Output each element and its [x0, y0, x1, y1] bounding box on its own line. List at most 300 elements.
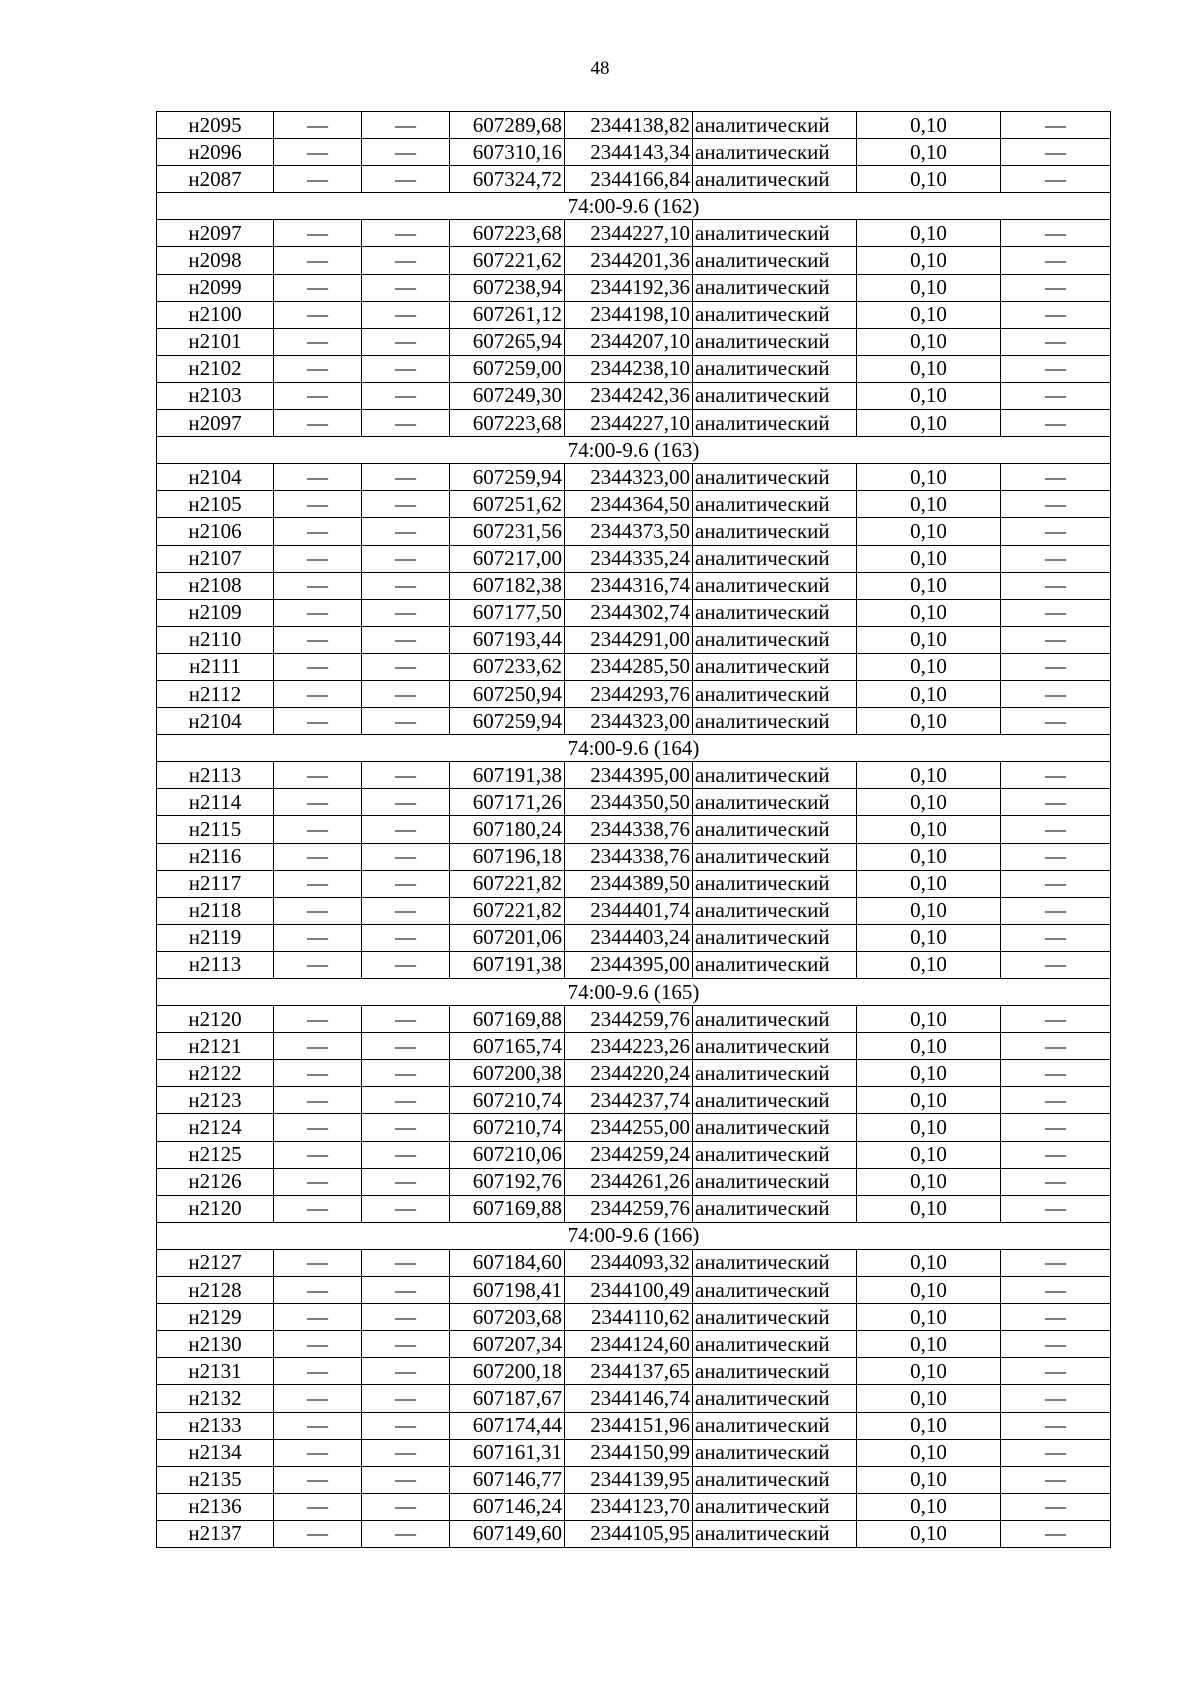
dash-cell: —	[362, 274, 450, 301]
method-cell: аналитический	[693, 1412, 857, 1439]
x-coordinate-cell: 607251,62	[450, 491, 565, 518]
dash-cell: —	[1001, 545, 1111, 572]
table-row	[157, 1493, 1111, 1520]
method-cell: аналитический	[693, 1141, 857, 1168]
x-coordinate-cell: 607217,00	[450, 545, 565, 572]
method-cell: аналитический	[693, 708, 857, 735]
x-coordinate-cell: 607223,68	[450, 410, 565, 437]
dash-cell: —	[362, 897, 450, 924]
accuracy-cell: 0,10	[857, 599, 1001, 626]
x-coordinate-cell: 607201,06	[450, 924, 565, 951]
x-coordinate-cell: 607198,41	[450, 1277, 565, 1304]
dash-cell: —	[362, 1114, 450, 1141]
table-row	[157, 1006, 1111, 1033]
x-coordinate-cell: 607171,26	[450, 789, 565, 816]
point-cell: н2134	[157, 1439, 274, 1466]
dash-cell: —	[274, 1358, 362, 1385]
y-coordinate-cell: 2344291,00	[565, 626, 693, 653]
accuracy-cell: 0,10	[857, 924, 1001, 951]
dash-cell: —	[362, 1006, 450, 1033]
x-coordinate-cell: 607221,82	[450, 870, 565, 897]
dash-cell: —	[1001, 1439, 1111, 1466]
x-coordinate-cell: 607146,77	[450, 1466, 565, 1493]
x-coordinate-cell: 607187,67	[450, 1385, 565, 1412]
method-cell: аналитический	[693, 139, 857, 166]
point-cell: н2125	[157, 1141, 274, 1168]
accuracy-cell: 0,10	[857, 464, 1001, 491]
dash-cell: —	[362, 1277, 450, 1304]
table-row	[157, 1520, 1111, 1547]
method-cell: аналитический	[693, 870, 857, 897]
dash-cell: —	[274, 220, 362, 247]
accuracy-cell: 0,10	[857, 1195, 1001, 1222]
method-cell: аналитический	[693, 626, 857, 653]
dash-cell: —	[362, 1385, 450, 1412]
table-row	[157, 112, 1111, 139]
dash-cell: —	[1001, 382, 1111, 409]
y-coordinate-cell: 2344207,10	[565, 328, 693, 355]
dash-cell: —	[362, 653, 450, 680]
point-cell: н2110	[157, 626, 274, 653]
y-coordinate-cell: 2344302,74	[565, 599, 693, 626]
dash-cell: —	[362, 410, 450, 437]
dash-cell: —	[1001, 708, 1111, 735]
method-cell: аналитический	[693, 1520, 857, 1547]
dash-cell: —	[1001, 491, 1111, 518]
x-coordinate-cell: 607203,68	[450, 1304, 565, 1331]
x-coordinate-cell: 607182,38	[450, 572, 565, 599]
dash-cell: —	[1001, 789, 1111, 816]
x-coordinate-cell: 607250,94	[450, 680, 565, 707]
table-row	[157, 1277, 1111, 1304]
method-cell: аналитический	[693, 491, 857, 518]
point-cell: н2111	[157, 653, 274, 680]
method-cell: аналитический	[693, 1331, 857, 1358]
accuracy-cell: 0,10	[857, 545, 1001, 572]
dash-cell: —	[274, 518, 362, 545]
y-coordinate-cell: 2344227,10	[565, 220, 693, 247]
x-coordinate-cell: 607221,62	[450, 247, 565, 274]
x-coordinate-cell: 607196,18	[450, 843, 565, 870]
y-coordinate-cell: 2344093,32	[565, 1249, 693, 1276]
y-coordinate-cell: 2344198,10	[565, 301, 693, 328]
parcel-group-label: 74:00-9.6 (162)	[157, 193, 1111, 220]
accuracy-cell: 0,10	[857, 139, 1001, 166]
table-row	[157, 1141, 1111, 1168]
point-cell: н2130	[157, 1331, 274, 1358]
point-cell: н2117	[157, 870, 274, 897]
table-row	[157, 1466, 1111, 1493]
point-cell: н2097	[157, 220, 274, 247]
table-row	[157, 708, 1111, 735]
dash-cell: —	[362, 870, 450, 897]
point-cell: н2097	[157, 410, 274, 437]
dash-cell: —	[362, 1493, 450, 1520]
accuracy-cell: 0,10	[857, 1168, 1001, 1195]
method-cell: аналитический	[693, 1087, 857, 1114]
point-cell: н2116	[157, 843, 274, 870]
y-coordinate-cell: 2344139,95	[565, 1466, 693, 1493]
table-row	[157, 680, 1111, 707]
x-coordinate-cell: 607233,62	[450, 653, 565, 680]
point-cell: н2135	[157, 1466, 274, 1493]
method-cell: аналитический	[693, 951, 857, 978]
dash-cell: —	[274, 680, 362, 707]
dash-cell: —	[274, 247, 362, 274]
accuracy-cell: 0,10	[857, 1385, 1001, 1412]
y-coordinate-cell: 2344373,50	[565, 518, 693, 545]
dash-cell: —	[362, 1141, 450, 1168]
accuracy-cell: 0,10	[857, 653, 1001, 680]
dash-cell: —	[274, 1195, 362, 1222]
dash-cell: —	[1001, 599, 1111, 626]
parcel-group-row	[157, 979, 1111, 1006]
x-coordinate-cell: 607249,30	[450, 382, 565, 409]
table-row	[157, 870, 1111, 897]
y-coordinate-cell: 2344293,76	[565, 680, 693, 707]
method-cell: аналитический	[693, 1493, 857, 1520]
point-cell: н2108	[157, 572, 274, 599]
point-cell: н2121	[157, 1033, 274, 1060]
dash-cell: —	[1001, 1412, 1111, 1439]
accuracy-cell: 0,10	[857, 680, 1001, 707]
accuracy-cell: 0,10	[857, 762, 1001, 789]
method-cell: аналитический	[693, 1358, 857, 1385]
table-row	[157, 1304, 1111, 1331]
y-coordinate-cell: 2344143,34	[565, 139, 693, 166]
y-coordinate-cell: 2344150,99	[565, 1439, 693, 1466]
dash-cell: —	[274, 139, 362, 166]
accuracy-cell: 0,10	[857, 491, 1001, 518]
y-coordinate-cell: 2344201,36	[565, 247, 693, 274]
dash-cell: —	[1001, 112, 1111, 139]
point-cell: н2123	[157, 1087, 274, 1114]
dash-cell: —	[274, 1033, 362, 1060]
point-cell: н2137	[157, 1520, 274, 1547]
y-coordinate-cell: 2344242,36	[565, 382, 693, 409]
y-coordinate-cell: 2344123,70	[565, 1493, 693, 1520]
method-cell: аналитический	[693, 545, 857, 572]
dash-cell: —	[1001, 220, 1111, 247]
method-cell: аналитический	[693, 382, 857, 409]
table-row	[157, 220, 1111, 247]
table-row	[157, 464, 1111, 491]
dash-cell: —	[362, 626, 450, 653]
accuracy-cell: 0,10	[857, 1249, 1001, 1276]
dash-cell: —	[1001, 680, 1111, 707]
x-coordinate-cell: 607265,94	[450, 328, 565, 355]
accuracy-cell: 0,10	[857, 301, 1001, 328]
dash-cell: —	[1001, 1141, 1111, 1168]
dash-cell: —	[274, 626, 362, 653]
dash-cell: —	[362, 518, 450, 545]
method-cell: аналитический	[693, 301, 857, 328]
dash-cell: —	[274, 870, 362, 897]
table-row	[157, 1087, 1111, 1114]
dash-cell: —	[362, 1520, 450, 1547]
dash-cell: —	[1001, 1087, 1111, 1114]
accuracy-cell: 0,10	[857, 220, 1001, 247]
x-coordinate-cell: 607324,72	[450, 166, 565, 193]
table-row	[157, 924, 1111, 951]
parcel-group-row	[157, 735, 1111, 762]
table-row	[157, 1033, 1111, 1060]
dash-cell: —	[1001, 653, 1111, 680]
dash-cell: —	[274, 572, 362, 599]
x-coordinate-cell: 607210,06	[450, 1141, 565, 1168]
dash-cell: —	[274, 924, 362, 951]
method-cell: аналитический	[693, 464, 857, 491]
y-coordinate-cell: 2344237,74	[565, 1087, 693, 1114]
dash-cell: —	[1001, 1385, 1111, 1412]
x-coordinate-cell: 607210,74	[450, 1114, 565, 1141]
accuracy-cell: 0,10	[857, 1006, 1001, 1033]
method-cell: аналитический	[693, 410, 857, 437]
point-cell: н2087	[157, 166, 274, 193]
table-row	[157, 1358, 1111, 1385]
method-cell: аналитический	[693, 1168, 857, 1195]
table-row	[157, 518, 1111, 545]
dash-cell: —	[274, 328, 362, 355]
dash-cell: —	[274, 1249, 362, 1276]
parcel-group-row	[157, 1222, 1111, 1249]
dash-cell: —	[362, 572, 450, 599]
accuracy-cell: 0,10	[857, 1087, 1001, 1114]
dash-cell: —	[274, 1331, 362, 1358]
x-coordinate-cell: 607174,44	[450, 1412, 565, 1439]
dash-cell: —	[274, 599, 362, 626]
x-coordinate-cell: 607193,44	[450, 626, 565, 653]
dash-cell: —	[274, 464, 362, 491]
dash-cell: —	[1001, 626, 1111, 653]
point-cell: н2103	[157, 382, 274, 409]
table-row	[157, 410, 1111, 437]
method-cell: аналитический	[693, 599, 857, 626]
table-row	[157, 166, 1111, 193]
accuracy-cell: 0,10	[857, 1358, 1001, 1385]
method-cell: аналитический	[693, 924, 857, 951]
dash-cell: —	[1001, 762, 1111, 789]
table-row	[157, 1412, 1111, 1439]
method-cell: аналитический	[693, 1033, 857, 1060]
method-cell: аналитический	[693, 572, 857, 599]
dash-cell: —	[274, 1114, 362, 1141]
table-row	[157, 653, 1111, 680]
dash-cell: —	[362, 464, 450, 491]
dash-cell: —	[274, 951, 362, 978]
point-cell: н2124	[157, 1114, 274, 1141]
dash-cell: —	[1001, 870, 1111, 897]
method-cell: аналитический	[693, 816, 857, 843]
dash-cell: —	[274, 1412, 362, 1439]
method-cell: аналитический	[693, 1466, 857, 1493]
coordinates-table-body	[157, 112, 1111, 1548]
y-coordinate-cell: 2344389,50	[565, 870, 693, 897]
dash-cell: —	[274, 112, 362, 139]
table-row	[157, 491, 1111, 518]
parcel-group-label: 74:00-9.6 (164)	[157, 735, 1111, 762]
y-coordinate-cell: 2344137,65	[565, 1358, 693, 1385]
table-row	[157, 1195, 1111, 1222]
method-cell: аналитический	[693, 843, 857, 870]
y-coordinate-cell: 2344255,00	[565, 1114, 693, 1141]
x-coordinate-cell: 607191,38	[450, 951, 565, 978]
dash-cell: —	[274, 491, 362, 518]
dash-cell: —	[274, 1304, 362, 1331]
dash-cell: —	[362, 1439, 450, 1466]
point-cell: н2120	[157, 1195, 274, 1222]
x-coordinate-cell: 607169,88	[450, 1006, 565, 1033]
point-cell: н2128	[157, 1277, 274, 1304]
dash-cell: —	[274, 166, 362, 193]
coordinates-table	[156, 111, 1111, 1548]
dash-cell: —	[362, 708, 450, 735]
dash-cell: —	[274, 789, 362, 816]
dash-cell: —	[274, 274, 362, 301]
dash-cell: —	[1001, 1277, 1111, 1304]
dash-cell: —	[362, 382, 450, 409]
y-coordinate-cell: 2344323,00	[565, 464, 693, 491]
dash-cell: —	[1001, 1493, 1111, 1520]
x-coordinate-cell: 607177,50	[450, 599, 565, 626]
table-row	[157, 843, 1111, 870]
y-coordinate-cell: 2344192,36	[565, 274, 693, 301]
page-number: 48	[590, 58, 610, 79]
dash-cell: —	[362, 1033, 450, 1060]
method-cell: аналитический	[693, 1114, 857, 1141]
dash-cell: —	[274, 410, 362, 437]
dash-cell: —	[274, 1141, 362, 1168]
table-row	[157, 1060, 1111, 1087]
accuracy-cell: 0,10	[857, 112, 1001, 139]
table-row	[157, 382, 1111, 409]
table-row	[157, 572, 1111, 599]
y-coordinate-cell: 2344364,50	[565, 491, 693, 518]
dash-cell: —	[362, 1466, 450, 1493]
table-row	[157, 545, 1111, 572]
dash-cell: —	[274, 1439, 362, 1466]
method-cell: аналитический	[693, 112, 857, 139]
dash-cell: —	[274, 1520, 362, 1547]
dash-cell: —	[274, 1466, 362, 1493]
parcel-group-row	[157, 437, 1111, 464]
dash-cell: —	[362, 1195, 450, 1222]
y-coordinate-cell: 2344403,24	[565, 924, 693, 951]
table-row	[157, 1331, 1111, 1358]
accuracy-cell: 0,10	[857, 870, 1001, 897]
dash-cell: —	[362, 1304, 450, 1331]
y-coordinate-cell: 2344110,62	[565, 1304, 693, 1331]
dash-cell: —	[1001, 247, 1111, 274]
point-cell: н2112	[157, 680, 274, 707]
method-cell: аналитический	[693, 518, 857, 545]
dash-cell: —	[1001, 1195, 1111, 1222]
dash-cell: —	[1001, 301, 1111, 328]
dash-cell: —	[1001, 1168, 1111, 1195]
method-cell: аналитический	[693, 220, 857, 247]
point-cell: н2129	[157, 1304, 274, 1331]
method-cell: аналитический	[693, 1060, 857, 1087]
parcel-group-label: 74:00-9.6 (165)	[157, 979, 1111, 1006]
accuracy-cell: 0,10	[857, 355, 1001, 382]
x-coordinate-cell: 607221,82	[450, 897, 565, 924]
table-row	[157, 1249, 1111, 1276]
accuracy-cell: 0,10	[857, 382, 1001, 409]
dash-cell: —	[1001, 410, 1111, 437]
accuracy-cell: 0,10	[857, 274, 1001, 301]
accuracy-cell: 0,10	[857, 708, 1001, 735]
y-coordinate-cell: 2344395,00	[565, 951, 693, 978]
accuracy-cell: 0,10	[857, 247, 1001, 274]
dash-cell: —	[1001, 1331, 1111, 1358]
accuracy-cell: 0,10	[857, 1331, 1001, 1358]
y-coordinate-cell: 2344100,49	[565, 1277, 693, 1304]
dash-cell: —	[362, 301, 450, 328]
method-cell: аналитический	[693, 1277, 857, 1304]
point-cell: н2115	[157, 816, 274, 843]
dash-cell: —	[1001, 843, 1111, 870]
x-coordinate-cell: 607238,94	[450, 274, 565, 301]
table-row	[157, 1168, 1111, 1195]
x-coordinate-cell: 607259,00	[450, 355, 565, 382]
accuracy-cell: 0,10	[857, 816, 1001, 843]
point-cell: н2118	[157, 897, 274, 924]
y-coordinate-cell: 2344338,76	[565, 816, 693, 843]
dash-cell: —	[1001, 166, 1111, 193]
y-coordinate-cell: 2344335,24	[565, 545, 693, 572]
dash-cell: —	[274, 1087, 362, 1114]
dash-cell: —	[362, 680, 450, 707]
accuracy-cell: 0,10	[857, 626, 1001, 653]
point-cell: н2098	[157, 247, 274, 274]
accuracy-cell: 0,10	[857, 1412, 1001, 1439]
point-cell: н2113	[157, 951, 274, 978]
dash-cell: —	[274, 816, 362, 843]
x-coordinate-cell: 607165,74	[450, 1033, 565, 1060]
dash-cell: —	[1001, 464, 1111, 491]
x-coordinate-cell: 607169,88	[450, 1195, 565, 1222]
dash-cell: —	[362, 166, 450, 193]
dash-cell: —	[274, 653, 362, 680]
y-coordinate-cell: 2344316,74	[565, 572, 693, 599]
dash-cell: —	[362, 843, 450, 870]
y-coordinate-cell: 2344223,26	[565, 1033, 693, 1060]
x-coordinate-cell: 607161,31	[450, 1439, 565, 1466]
dash-cell: —	[1001, 328, 1111, 355]
y-coordinate-cell: 2344401,74	[565, 897, 693, 924]
dash-cell: —	[274, 1006, 362, 1033]
dash-cell: —	[1001, 951, 1111, 978]
point-cell: н2101	[157, 328, 274, 355]
accuracy-cell: 0,10	[857, 789, 1001, 816]
dash-cell: —	[362, 139, 450, 166]
point-cell: н2106	[157, 518, 274, 545]
point-cell: н2133	[157, 1412, 274, 1439]
accuracy-cell: 0,10	[857, 897, 1001, 924]
accuracy-cell: 0,10	[857, 328, 1001, 355]
dash-cell: —	[1001, 355, 1111, 382]
dash-cell: —	[274, 355, 362, 382]
x-coordinate-cell: 607310,16	[450, 139, 565, 166]
dash-cell: —	[362, 762, 450, 789]
table-row	[157, 626, 1111, 653]
method-cell: аналитический	[693, 653, 857, 680]
accuracy-cell: 0,10	[857, 572, 1001, 599]
x-coordinate-cell: 607200,38	[450, 1060, 565, 1087]
dash-cell: —	[362, 1331, 450, 1358]
dash-cell: —	[274, 301, 362, 328]
dash-cell: —	[362, 355, 450, 382]
